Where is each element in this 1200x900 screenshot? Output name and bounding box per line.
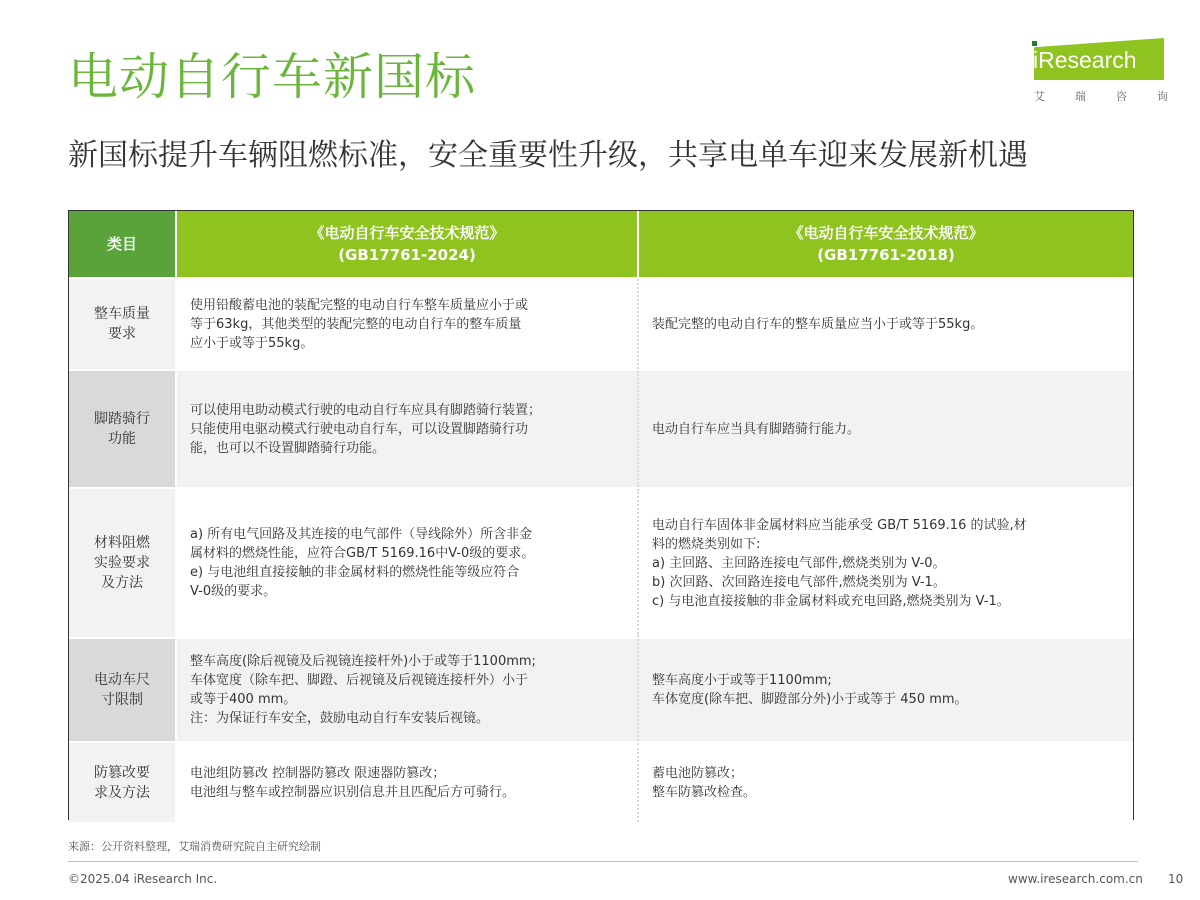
- logo-sub-char: 咨: [1116, 90, 1127, 103]
- copyright: ©2025.04 iResearch Inc.: [68, 872, 218, 886]
- cell-text-line: 只能使用电驱动模式行驶电动自行车，可以设置脚踏骑行功: [190, 421, 529, 437]
- row-2018-cell: [638, 278, 1133, 370]
- row-2024-cell: [176, 742, 638, 822]
- header-category-label: 类目: [106, 235, 137, 253]
- cell-text-line: 应小于或等于55kg。: [190, 335, 314, 351]
- cell-text-line: 脚踏骑行: [94, 411, 150, 427]
- cell-text-line: 整车质量: [94, 306, 150, 322]
- page-number: 10: [1168, 872, 1184, 886]
- logo-subtitle: [1028, 88, 1168, 104]
- table-header-row: [69, 211, 1133, 278]
- cell-text-line: 蓄电池防篡改；: [652, 765, 744, 781]
- iresearch-logo: [1028, 38, 1170, 106]
- header-2018-line2: (GB17761-2018): [817, 246, 955, 264]
- cell-text-line: 求及方法: [94, 784, 150, 801]
- header-2024-line2: (GB17761-2024): [338, 246, 476, 264]
- table-row: [69, 488, 1133, 638]
- header-category: [69, 211, 176, 278]
- page-title: 电动自行车新国标: [68, 48, 476, 106]
- website-url: www.iresearch.com.cn: [1008, 872, 1143, 886]
- cell-text-line: 注：为保证行车安全，鼓励电动自行车安装后视镜。: [190, 711, 490, 726]
- row-2018-cell: [638, 742, 1133, 822]
- row-category-cell: [69, 370, 176, 488]
- cell-text-line: 装配完整的电动自行车的整车质量应当小于或等于55kg。: [652, 316, 984, 332]
- row-2018-cell: [638, 370, 1133, 488]
- row-2024-cell: [176, 278, 638, 370]
- row-2018-cell: [638, 638, 1133, 742]
- logo-dot: [1032, 41, 1037, 46]
- cell-text-line: 实验要求: [94, 555, 150, 571]
- cell-text-line: 及方法: [101, 575, 143, 591]
- header-2024-line1: 《电动自行车安全技术规范》: [309, 224, 505, 242]
- cell-text-line: a) 主回路、主回路连接电气部件,燃烧类别为 V-0。: [652, 555, 946, 571]
- cell-text-line: 要求: [108, 326, 136, 342]
- row-category-cell: [69, 638, 176, 742]
- cell-text-line: 使用铅酸蓄电池的装配完整的电动自行车整车质量应小于或: [190, 297, 529, 313]
- row-2018-cell: [638, 488, 1133, 638]
- cell-text-line: 电池组防篡改 控制器防篡改 限速器防篡改；: [190, 765, 446, 781]
- cell-text-line: 整车高度小于或等于1100mm;: [652, 673, 832, 688]
- table-row: [69, 638, 1133, 742]
- header-2018-line1: 《电动自行车安全技术规范》: [788, 224, 984, 242]
- page-subtitle: 新国标提升车辆阻燃标准，安全重要性升级，共享电单车迎来发展新机遇: [68, 138, 1028, 173]
- cell-text-line: 防篡改要: [94, 764, 150, 781]
- cell-text-line: 电动自行车固体非金属材料应当能承受 GB/T 5169.16 的试验,材: [652, 517, 1027, 533]
- cell-text-line: 能，也可以不设置脚踏骑行功能。: [190, 440, 386, 456]
- cell-text-line: 电动车尺: [94, 672, 150, 688]
- header-standard-2024: [176, 211, 638, 278]
- cell-text-line: b) 次回路、次回路连接电气部件,燃烧类别为 V-1。: [652, 574, 946, 590]
- cell-text-line: 料的燃烧类别如下:: [652, 536, 761, 552]
- row-category-cell: [69, 488, 176, 638]
- cell-text-line: 电池组与整车或控制器应识别信息并且匹配后方可骑行。: [190, 784, 516, 800]
- cell-text-line: 属材料的燃烧性能，应符合GB/T 5169.16中V-0级的要求。: [190, 546, 535, 561]
- cell-text-line: 整车高度(除后视镜及后视镜连接杆外)小于或等于1100mm;: [190, 654, 536, 669]
- table-row: [69, 370, 1133, 488]
- footer-divider: [68, 861, 1138, 862]
- cell-text-line: 等于63kg，其他类型的装配完整的电动自行车的整车质量: [190, 316, 522, 332]
- row-2024-cell: [176, 638, 638, 742]
- cell-text-line: 车体宽度(除车把、脚蹬部分外)小于或等于 450 mm。: [652, 692, 968, 707]
- table-row: [69, 742, 1133, 822]
- cell-text-line: c) 与电池直接接触的非金属材料或充电回路,燃烧类别为 V-1。: [652, 593, 1010, 609]
- logo-brand-text: iResearch: [1033, 47, 1137, 73]
- comparison-table: [68, 210, 1134, 820]
- logo-sub-char: 询: [1157, 90, 1168, 103]
- logo-sub-char: 艾: [1034, 90, 1045, 103]
- cell-text-line: 功能: [108, 431, 136, 447]
- row-category-cell: [69, 742, 176, 822]
- cell-text-line: 或等于400 mm。: [190, 692, 297, 707]
- logo-sub-char: 瑞: [1075, 90, 1086, 103]
- cell-text-line: 车体宽度（除车把、脚蹬、后视镜及后视镜连接杆外）小于: [190, 673, 529, 688]
- cell-text-line: e) 与电池组直接接触的非金属材料的燃烧性能等级应符合: [190, 565, 520, 580]
- cell-text-line: V-0级的要求。: [190, 584, 277, 599]
- cell-text-line: 寸限制: [101, 692, 143, 708]
- cell-text-line: 材料阻燃: [94, 535, 150, 551]
- header-standard-2018: [638, 211, 1133, 278]
- cell-text-line: 整车防篡改检查。: [652, 784, 757, 800]
- cell-text-line: 可以使用电助动模式行驶的电动自行车应具有脚踏骑行装置；: [190, 402, 542, 418]
- cell-text-line: 电动自行车应当具有脚踏骑行能力。: [652, 421, 861, 437]
- table-row: [69, 278, 1133, 370]
- source-note: 来源：公开资料整理，艾瑞消费研究院自主研究绘制: [68, 840, 321, 853]
- row-category-cell: [69, 278, 176, 370]
- row-2024-cell: [176, 488, 638, 638]
- row-2024-cell: [176, 370, 638, 488]
- table-body: [69, 278, 1133, 822]
- cell-text-line: a) 所有电气回路及其连接的电气部件（导线除外）所含非金: [190, 527, 533, 542]
